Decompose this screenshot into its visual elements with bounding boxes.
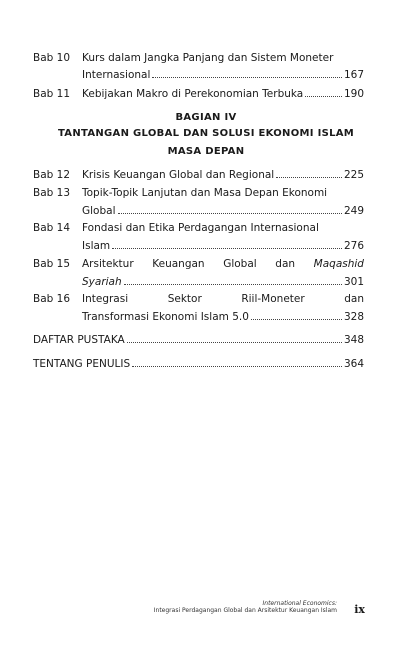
chapter-number: Bab 15 xyxy=(33,258,71,270)
part-title-line2: MASA DEPAN xyxy=(167,146,245,157)
page-number: 301 xyxy=(343,276,364,288)
part-title-line1: TANTANGAN GLOBAL DAN SOLUSI EKONOMI ISLAM xyxy=(57,128,355,139)
chapter-title-line2: Syariah xyxy=(82,276,122,288)
chapter-number: Bab 12 xyxy=(33,169,71,181)
page-number: 348 xyxy=(343,334,364,346)
chapter-title-line1: Kurs dalam Jangka Panjang dan Sistem Moneter xyxy=(82,52,334,64)
dot-leader xyxy=(118,212,342,214)
footer-book-title xyxy=(154,600,337,614)
footer-line1: International Economics: xyxy=(262,600,337,607)
dot-leader xyxy=(152,76,342,78)
dot-leader xyxy=(305,95,342,97)
page-number: 276 xyxy=(343,240,364,252)
page-number-roman: ix xyxy=(354,603,365,616)
dot-leader xyxy=(124,283,342,285)
chapter-title-line1: Fondasi dan Etika Perdagangan Internasional xyxy=(82,222,319,234)
entry-label: TENTANG PENULIS xyxy=(33,358,131,370)
chapter-title-line1: Topik-Topik Lanjutan dan Masa Depan Ekonomi xyxy=(82,187,328,199)
chapter-number: Bab 16 xyxy=(33,293,71,305)
chapter-title-line1: Arsitektur Keuangan Global dan Maqashid xyxy=(82,258,364,270)
entry-label: DAFTAR PUSTAKA xyxy=(33,334,125,346)
chapter-title-line2: Transformasi Ekonomi Islam 5.0 xyxy=(82,311,249,323)
chapter-title-line2: Global xyxy=(82,205,116,217)
footer-line2: Integrasi Perdagangan Global dan Arsitektur Keuangan Islam xyxy=(153,607,337,614)
dot-leader xyxy=(112,247,342,249)
dot-leader xyxy=(276,176,342,178)
dot-leader xyxy=(251,318,342,320)
page-number: 364 xyxy=(343,358,364,370)
chapter-number: Bab 14 xyxy=(33,222,71,234)
part-label: BAGIAN IV xyxy=(175,112,237,123)
page-number: 328 xyxy=(343,311,364,323)
chapter-title: Kebijakan Makro di Perekonomian Terbuka xyxy=(82,88,304,100)
page-number: 190 xyxy=(343,88,364,100)
chapter-title-line2: Internasional xyxy=(82,69,151,81)
chapter-number: Bab 13 xyxy=(33,187,71,199)
page-number: 167 xyxy=(343,69,364,81)
chapter-number: Bab 11 xyxy=(33,88,71,100)
page-number: 225 xyxy=(343,169,364,181)
chapter-title-line2: Islam xyxy=(82,240,111,252)
dot-leader xyxy=(127,341,342,343)
dot-leader xyxy=(132,365,342,367)
chapter-title-line1: Integrasi Sektor Riil-Moneter dan xyxy=(82,293,364,305)
chapter-number: Bab 10 xyxy=(33,52,71,64)
page-number: 249 xyxy=(343,205,364,217)
chapter-title: Krisis Keuangan Global dan Regional xyxy=(82,169,275,181)
